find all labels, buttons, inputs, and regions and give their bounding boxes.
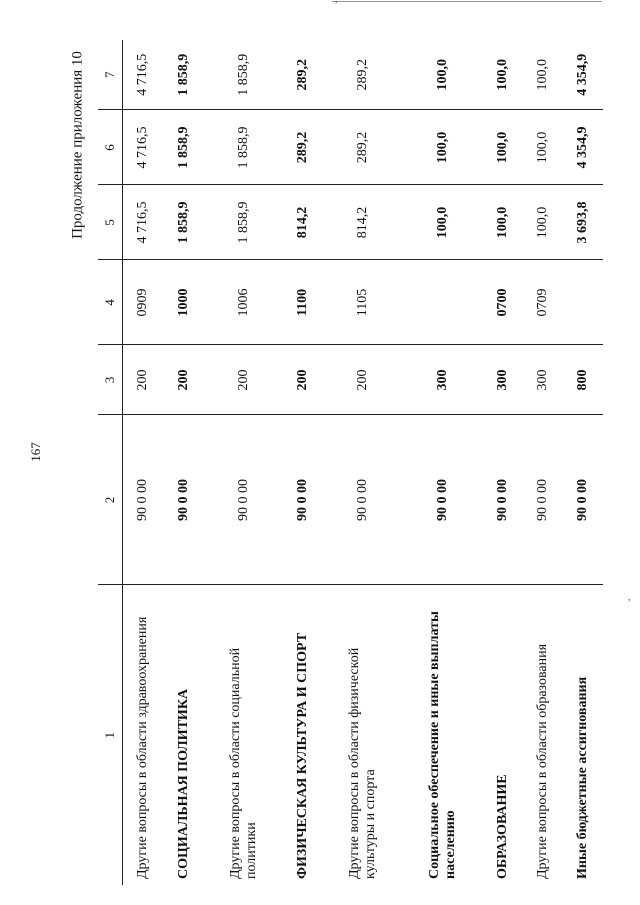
amount-col5-cell: 814,2 bbox=[323, 185, 403, 260]
section-code-cell: 1006 bbox=[204, 260, 284, 345]
amount-col7-cell: 289,2 bbox=[283, 40, 323, 110]
table-row bbox=[523, 40, 563, 885]
table-row bbox=[563, 40, 603, 885]
expense-type-cell: 200 bbox=[204, 345, 284, 415]
expense-type-cell: 300 bbox=[483, 345, 523, 415]
amount-col5-cell: 100,0 bbox=[403, 185, 483, 260]
amount-col6-cell: 289,2 bbox=[323, 110, 403, 185]
row-name-cell: Социальное обеспечение и иные выплаты населению bbox=[427, 611, 459, 879]
budget-table bbox=[98, 40, 603, 885]
expense-type-cell: 300 bbox=[523, 345, 563, 415]
program-code-cell: 90 0 00 bbox=[123, 415, 164, 585]
section-code-cell bbox=[403, 260, 483, 345]
amount-col5-cell: 4 716,5 bbox=[123, 185, 164, 260]
expense-type-cell: 800 bbox=[563, 345, 603, 415]
scan-artifact-mark bbox=[335, 0, 338, 5]
section-code-cell: 0700 bbox=[483, 260, 523, 345]
table-header-row bbox=[98, 40, 123, 885]
table-row bbox=[403, 40, 483, 885]
top-edge-rule bbox=[332, 1, 602, 2]
section-code-cell: 0909 bbox=[123, 260, 164, 345]
amount-col5-cell: 814,2 bbox=[283, 185, 323, 260]
header-cell-7: 7 bbox=[98, 40, 123, 110]
program-code-cell: 90 0 00 bbox=[283, 415, 323, 585]
amount-col5-cell: 100,0 bbox=[523, 185, 563, 260]
program-code-cell: 90 0 00 bbox=[403, 415, 483, 585]
row-name-cell: СОЦИАЛЬНАЯ ПОЛИТИКА bbox=[175, 688, 191, 879]
table-row bbox=[123, 40, 164, 885]
program-code-cell: 90 0 00 bbox=[563, 415, 603, 585]
amount-col5-cell: 1 858,9 bbox=[204, 185, 284, 260]
table-row bbox=[283, 40, 323, 885]
amount-col6-cell: 1 858,9 bbox=[164, 110, 204, 185]
budget-table-rotated bbox=[98, 40, 603, 885]
amount-col7-cell: 1 858,9 bbox=[164, 40, 204, 110]
amount-col7-cell: 4 716,5 bbox=[123, 40, 164, 110]
row-name-cell: ФИЗИЧЕСКАЯ КУЛЬТУРА И СПОРТ bbox=[295, 632, 311, 879]
appendix-continuation-caption: Продолжение приложения 10 bbox=[69, 51, 86, 239]
row-name-cell: ОБРАЗОВАНИЕ bbox=[495, 774, 511, 879]
amount-col6-cell: 100,0 bbox=[483, 110, 523, 185]
table-row bbox=[323, 40, 403, 885]
amount-col7-cell: 1 858,9 bbox=[204, 40, 284, 110]
amount-col7-cell: 100,0 bbox=[483, 40, 523, 110]
program-code-cell: 90 0 00 bbox=[523, 415, 563, 585]
header-cell-3: 3 bbox=[98, 345, 123, 415]
scan-artifact-mark: , bbox=[628, 592, 631, 603]
amount-col7-cell: 289,2 bbox=[323, 40, 403, 110]
expense-type-cell: 200 bbox=[123, 345, 164, 415]
program-code-cell: 90 0 00 bbox=[483, 415, 523, 585]
header-cell-1: 1 bbox=[98, 585, 123, 885]
section-code-cell: 1100 bbox=[283, 260, 323, 345]
program-code-cell: 90 0 00 bbox=[164, 415, 204, 585]
amount-col6-cell: 4 354,9 bbox=[563, 110, 603, 185]
row-name-cell: Другие вопросы в области социальной политики bbox=[227, 647, 259, 879]
expense-type-cell: 300 bbox=[403, 345, 483, 415]
amount-col7-cell: 100,0 bbox=[523, 40, 563, 110]
amount-col6-cell: 100,0 bbox=[403, 110, 483, 185]
expense-type-cell: 200 bbox=[323, 345, 403, 415]
header-cell-4: 4 bbox=[98, 260, 123, 345]
amount-col5-cell: 1 858,9 bbox=[164, 185, 204, 260]
row-name-cell: Другие вопросы в области образования bbox=[535, 643, 551, 879]
table-row bbox=[164, 40, 204, 885]
row-name-cell: Другие вопросы в области физической культуры и спорта bbox=[347, 647, 379, 879]
section-code-cell: 1105 bbox=[323, 260, 403, 345]
amount-col5-cell: 3 693,8 bbox=[563, 185, 603, 260]
header-cell-2: 2 bbox=[98, 415, 123, 585]
section-code-cell bbox=[563, 260, 603, 345]
amount-col6-cell: 100,0 bbox=[523, 110, 563, 185]
expense-type-cell: 200 bbox=[164, 345, 204, 415]
row-name-cell: Иные бюджетные ассигнования bbox=[575, 676, 591, 879]
amount-col6-cell: 4 716,5 bbox=[123, 110, 164, 185]
amount-col5-cell: 100,0 bbox=[483, 185, 523, 260]
header-cell-5: 5 bbox=[98, 185, 123, 260]
table-row bbox=[204, 40, 284, 885]
section-code-cell: 0709 bbox=[523, 260, 563, 345]
header-cell-6: 6 bbox=[98, 110, 123, 185]
amount-col7-cell: 4 354,9 bbox=[563, 40, 603, 110]
amount-col6-cell: 1 858,9 bbox=[204, 110, 284, 185]
page-number: 167 bbox=[28, 442, 43, 462]
section-code-cell: 1000 bbox=[164, 260, 204, 345]
row-name-cell: Другие вопросы в области здравоохранения bbox=[135, 616, 151, 879]
table-row bbox=[483, 40, 523, 885]
amount-col7-cell: 100,0 bbox=[403, 40, 483, 110]
expense-type-cell: 200 bbox=[283, 345, 323, 415]
amount-col6-cell: 289,2 bbox=[283, 110, 323, 185]
program-code-cell: 90 0 00 bbox=[323, 415, 403, 585]
program-code-cell: 90 0 00 bbox=[204, 415, 284, 585]
